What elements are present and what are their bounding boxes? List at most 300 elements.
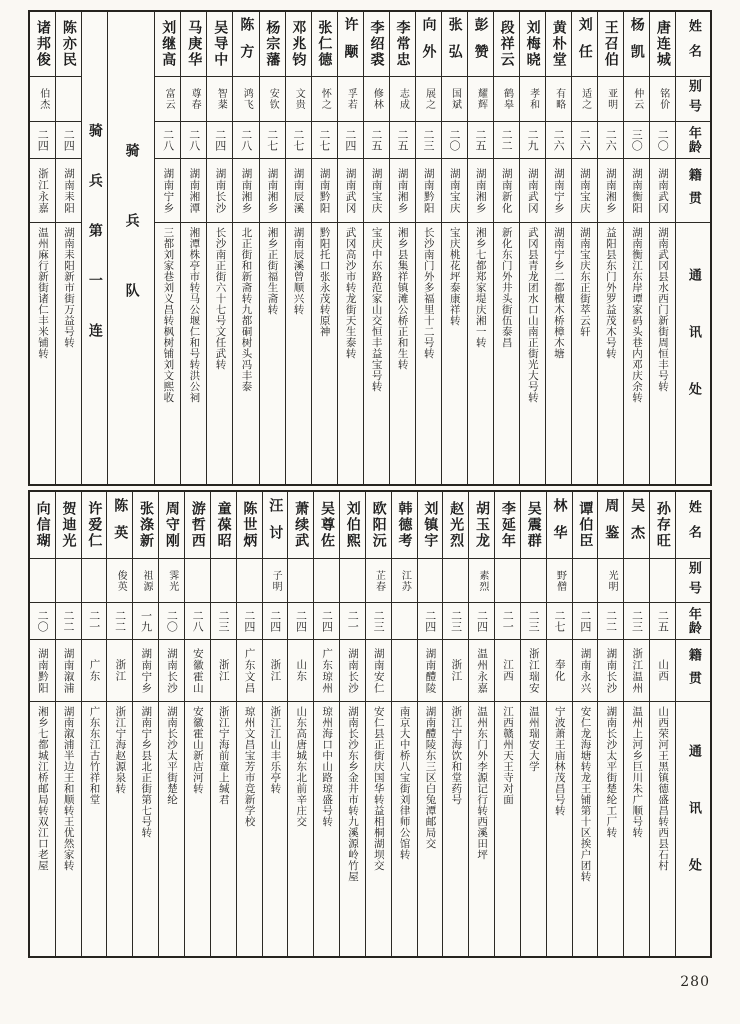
person-alias-text: 素烈 (476, 569, 488, 592)
person-age (521, 602, 546, 639)
person-address (443, 701, 468, 956)
person-column (546, 492, 572, 956)
person-column (417, 492, 443, 956)
person-address-text: 湖南长沙东乡金井市转九溪源岭竹屋 (346, 706, 359, 882)
person-address (107, 701, 132, 956)
person-age-text: 二四 (343, 129, 357, 151)
person-age-text: 三〇 (630, 129, 644, 151)
person-column (597, 12, 623, 484)
person-age-text: 二四 (62, 129, 76, 151)
person-column (389, 12, 415, 484)
person-alias (364, 76, 389, 121)
person-address (312, 222, 337, 484)
person-name (340, 492, 365, 558)
unit-section-cell (108, 12, 154, 484)
person-name (263, 492, 288, 558)
person-name (469, 492, 494, 558)
person-native-text: 浙江永嘉 (36, 167, 49, 214)
person-native-text: 奉化 (553, 659, 566, 682)
person-column (391, 492, 417, 956)
person-native (288, 639, 313, 701)
person-native (314, 639, 339, 701)
person-native-text: 湖南湘乡 (240, 167, 253, 214)
person-address-text: 湖南耒阳新市街万益号转 (63, 227, 76, 348)
person-age (286, 121, 311, 158)
person-alias (211, 558, 236, 602)
person-age-text: 二三 (449, 610, 463, 632)
person-column (365, 492, 391, 956)
person-address (573, 701, 598, 956)
person-column (468, 492, 494, 956)
person-native (263, 639, 288, 701)
person-native (624, 639, 649, 701)
person-address (520, 222, 545, 484)
person-address-text: 安仁县正街庆国华转益相桐湖坝交 (372, 706, 385, 871)
person-address (30, 701, 55, 956)
person-address (598, 701, 623, 956)
person-name (392, 492, 417, 558)
person-age-text: 二二 (113, 610, 127, 632)
person-age (469, 602, 494, 639)
person-alias (546, 76, 571, 121)
person-column (232, 12, 258, 484)
person-native-text: 湖南湘乡 (396, 167, 409, 214)
person-native (494, 158, 519, 222)
person-alias (133, 558, 158, 602)
person-name-text: 刘继高 (160, 20, 177, 68)
person-alias (624, 76, 649, 121)
person-column (154, 12, 180, 484)
person-native-text: 江西 (502, 659, 515, 682)
person-age-text: 二七 (552, 610, 566, 632)
person-native-text: 广东 (88, 659, 101, 682)
person-age (314, 602, 339, 639)
person-age-text: 二〇 (36, 610, 50, 632)
person-address-text: 北正街和新斋转九都硐树头冯丰泰 (240, 227, 253, 392)
person-name-text: 陈英 (112, 498, 129, 552)
row-header-address-label: 通讯处 (685, 743, 701, 915)
person-native-text: 浙江 (217, 659, 230, 682)
person-column (623, 12, 649, 484)
person-column (311, 12, 337, 484)
person-name-text: 周鉴 (603, 498, 620, 552)
unit-section-label: 骑兵队 (123, 143, 140, 353)
unit-section-column (107, 12, 154, 484)
person-column (571, 12, 597, 484)
person-address-text: 湘潭株亭市转马公堰仁和号转洪公祠 (188, 227, 201, 403)
person-native (573, 639, 598, 701)
person-native-text: 湖南武冈 (526, 167, 539, 214)
person-age-text: 二三 (372, 610, 386, 632)
person-alias-text: 鸿飞 (241, 88, 253, 110)
person-age-text: 二四 (578, 610, 592, 632)
person-name-text: 萧续武 (293, 501, 310, 549)
person-alias (314, 558, 339, 602)
person-address (159, 701, 184, 956)
person-age (650, 602, 675, 639)
person-address (469, 701, 494, 956)
person-age-text: 二五 (369, 129, 383, 151)
person-age (155, 121, 180, 158)
person-address-text: 山东高唐城东北前辛庄交 (295, 706, 308, 827)
person-name (233, 12, 258, 76)
person-age-text: 二四 (242, 610, 256, 632)
person-alias (392, 558, 417, 602)
person-address (263, 701, 288, 956)
person-name-text: 陈方 (238, 17, 255, 71)
person-name (260, 12, 285, 76)
person-native-text: 湖南武冈 (656, 167, 669, 214)
row-header-address-label: 通讯处 (685, 268, 701, 439)
person-native-text: 湖南黔阳 (318, 167, 331, 214)
person-name-text: 杨宗藩 (264, 20, 281, 68)
person-native-text: 湖南黔阳 (36, 647, 49, 694)
person-name-text: 孙存旺 (654, 501, 671, 549)
person-native-text: 湖南湘潭 (188, 167, 201, 214)
person-name (468, 12, 493, 76)
person-column (106, 492, 132, 956)
person-column (519, 12, 545, 484)
person-name-text: 欧阳沅 (370, 501, 387, 549)
page-number: 280 (680, 974, 710, 990)
person-alias-text: 富云 (163, 88, 175, 110)
person-alias-text: 仲云 (631, 88, 643, 110)
person-alias (650, 558, 675, 602)
person-alias (181, 76, 206, 121)
person-name (30, 12, 55, 76)
person-alias-text: 耀辉 (475, 88, 487, 110)
row-header-column (675, 492, 710, 956)
person-native-text: 湖南新化 (500, 167, 513, 214)
person-age (520, 121, 545, 158)
person-native-text: 湖南黔阳 (422, 167, 435, 214)
person-age-text: 二五 (474, 129, 488, 151)
person-native-text: 浙江 (114, 659, 127, 682)
person-alias (107, 558, 132, 602)
person-age (288, 602, 313, 639)
person-alias-text: 智棻 (215, 88, 227, 110)
person-address-text: 浙江宁海前童上缄君 (217, 706, 230, 805)
person-age (573, 602, 598, 639)
person-name (650, 492, 675, 558)
person-name (573, 492, 598, 558)
person-name (286, 12, 311, 76)
person-column (55, 492, 81, 956)
person-address-text: 长沙南门外多福里十二号转 (422, 227, 435, 359)
person-age (624, 121, 649, 158)
person-native-text: 湖南长沙 (346, 647, 359, 694)
person-address (133, 701, 158, 956)
unit-section-cell (82, 12, 107, 484)
person-native-text: 湖南宁乡 (552, 167, 565, 214)
person-age-text: 二六 (578, 129, 592, 151)
person-native (468, 158, 493, 222)
person-column (415, 12, 441, 484)
person-alias (30, 76, 55, 121)
person-age-text: 二一 (501, 610, 515, 632)
person-name (314, 492, 339, 558)
person-age-text: 二四 (36, 129, 50, 151)
person-age (364, 121, 389, 158)
person-age-text: 二二 (604, 610, 618, 632)
roster-table-bottom (28, 490, 712, 958)
person-column (262, 492, 288, 956)
person-native (155, 158, 180, 222)
person-address-text: 山西荣河王黑镇德盛昌转西县石村 (657, 706, 670, 871)
row-header-native (676, 639, 710, 701)
person-age-text: 二四 (213, 129, 227, 151)
person-native (338, 158, 363, 222)
person-alias-text: 文贵 (293, 88, 305, 110)
person-alias-text: 怀之 (319, 88, 331, 110)
row-header-alias (676, 558, 710, 602)
person-address-text: 安仁龙海塘转龙王铺第十区挨户团转 (579, 706, 592, 882)
person-address-text: 温州上河乡巨川朱广顺号转 (631, 706, 644, 838)
person-name (418, 492, 443, 558)
person-alias (237, 558, 262, 602)
person-address-text: 湘乡七都城江桥邮局转双江口老屋 (36, 706, 49, 871)
person-name-text: 李延年 (499, 501, 516, 549)
person-column (132, 492, 158, 956)
person-age-text: 二三 (217, 610, 230, 632)
person-address-text: 三都刘家巷刘义昌转枫树铺刘文熙收 (162, 227, 175, 403)
person-address (237, 701, 262, 956)
person-alias (288, 558, 313, 602)
person-name-text: 诸邦俊 (34, 20, 51, 68)
person-alias (185, 558, 210, 602)
person-address (598, 222, 623, 484)
person-address (56, 222, 81, 484)
person-alias-text: 伯杰 (37, 88, 49, 110)
person-column (441, 12, 467, 484)
person-name-text: 吴导中 (212, 20, 229, 68)
person-native (418, 639, 443, 701)
person-name (30, 492, 55, 558)
person-native-text: 湖南宝庆 (448, 167, 461, 214)
person-age (416, 121, 441, 158)
person-name (207, 12, 232, 76)
person-address-text: 湖南辰溪曾顺兴转 (292, 227, 305, 315)
person-address-text: 琼州文昌宝芳市竞新学校 (243, 706, 256, 827)
person-address-text: 长沙南正街六十七号文任武转 (214, 227, 227, 370)
person-name (495, 492, 520, 558)
person-native (624, 158, 649, 222)
person-name-text: 刘梅晓 (524, 20, 541, 68)
person-native-text: 湖南湘乡 (604, 167, 617, 214)
person-name-text: 杨凯 (628, 17, 645, 71)
unit-section-column (81, 12, 107, 484)
person-native-text: 湖南溆浦 (62, 647, 75, 694)
person-alias (442, 76, 467, 121)
person-native (286, 158, 311, 222)
row-header-name-label: 姓名 (685, 500, 701, 550)
person-native-text: 浙江瑞安 (527, 647, 540, 694)
person-alias (263, 558, 288, 602)
person-alias (547, 558, 572, 602)
person-age-text: 二八 (191, 610, 205, 632)
person-native-text: 湖南耒阳 (63, 167, 76, 214)
person-name (443, 492, 468, 558)
person-name-text: 唐连城 (654, 20, 671, 68)
person-column (520, 492, 546, 956)
person-alias-text: 安钦 (267, 88, 279, 110)
person-name-text: 谭伯臣 (577, 501, 594, 549)
person-alias (468, 76, 493, 121)
row-header-alias (676, 76, 710, 121)
person-alias (650, 76, 675, 121)
person-name-text: 吴震群 (525, 501, 542, 549)
person-age-text: 二二 (61, 610, 75, 632)
person-address (286, 222, 311, 484)
person-name (312, 12, 337, 76)
person-address (185, 701, 210, 956)
person-name-text: 张仁德 (316, 20, 333, 68)
person-native-text: 浙江温州 (631, 647, 644, 694)
person-address-text: 湖南长沙太平街楚纶 (166, 706, 179, 805)
person-native (181, 158, 206, 222)
person-age (494, 121, 519, 158)
person-address (207, 222, 232, 484)
person-alias-text: 适之 (579, 88, 591, 110)
person-native (443, 639, 468, 701)
person-name-text: 段祥云 (498, 20, 515, 68)
person-native (312, 158, 337, 222)
person-age (82, 602, 107, 639)
person-age-text: 二七 (265, 129, 279, 151)
person-age-text: 二五 (395, 129, 409, 151)
person-name-text: 彭赞 (472, 17, 489, 71)
person-address-text: 湖南衡江东岸谭家码头巷内邓庆余转 (630, 227, 643, 403)
person-address (260, 222, 285, 484)
person-name (546, 12, 571, 76)
person-age-text: 二四 (423, 610, 437, 632)
person-age-text: 二二 (500, 129, 514, 151)
person-alias (155, 76, 180, 121)
person-column (55, 12, 81, 484)
person-alias (260, 76, 285, 121)
person-column (285, 12, 311, 484)
person-native (107, 639, 132, 701)
person-address (181, 222, 206, 484)
person-native (30, 158, 55, 222)
person-age (390, 121, 415, 158)
person-name (107, 492, 132, 558)
person-name-text: 汪讨 (267, 498, 284, 552)
person-name-text: 许颙 (342, 17, 359, 71)
row-header-address (676, 701, 710, 956)
person-column (572, 492, 598, 956)
person-address-text: 温州瑞安大学 (527, 706, 540, 772)
person-alias-text: 芷春 (373, 569, 385, 592)
person-alias (366, 558, 391, 602)
person-address (547, 701, 572, 956)
person-native (82, 639, 107, 701)
person-name (547, 492, 572, 558)
person-alias (572, 76, 597, 121)
person-name-text: 邓兆钧 (290, 20, 307, 68)
person-native-text: 山东 (295, 659, 308, 682)
person-native-text: 湖南湘乡 (474, 167, 487, 214)
person-native-text: 湖南安仁 (372, 647, 385, 694)
person-age-text: 二八 (187, 129, 201, 151)
person-name (624, 492, 649, 558)
person-column (236, 492, 262, 956)
row-header-native (676, 158, 710, 222)
person-alias-text: 孚若 (345, 88, 357, 110)
person-alias-text: 子明 (270, 569, 282, 592)
person-native (521, 639, 546, 701)
person-column (597, 492, 623, 956)
person-address (624, 701, 649, 956)
person-address-text: 宝庆桃花坪泰康祥转 (448, 227, 461, 326)
person-name-text: 许爱仁 (86, 501, 103, 549)
person-name (572, 12, 597, 76)
person-column (259, 12, 285, 484)
person-address (82, 701, 107, 956)
person-column (30, 492, 55, 956)
person-address-text: 湖南溆浦半边王和顺转王优然家转 (62, 706, 75, 871)
row-header-age-label: 年龄 (685, 126, 701, 154)
person-alias-text: 有略 (553, 88, 565, 110)
person-native-text: 湖南衡阳 (630, 167, 643, 214)
person-address-text: 新化东门外井头街伍泰昌 (500, 227, 513, 348)
person-age (207, 121, 232, 158)
person-alias-text: 尊春 (189, 88, 201, 110)
person-name (185, 492, 210, 558)
person-age-text: 二〇 (448, 129, 461, 151)
person-name (133, 492, 158, 558)
person-native-text: 湖南宁乡 (140, 647, 153, 694)
person-name (520, 12, 545, 76)
person-address (494, 222, 519, 484)
person-age (30, 602, 55, 639)
person-address-text: 浙江宁海饮和堂药号 (450, 706, 463, 805)
person-column (649, 12, 675, 484)
person-column (206, 12, 232, 484)
row-header-age (676, 121, 710, 158)
person-column (494, 492, 520, 956)
person-age (211, 602, 236, 639)
person-native (598, 639, 623, 701)
person-age (572, 121, 597, 158)
person-address (338, 222, 363, 484)
person-native (207, 158, 232, 222)
person-name (598, 492, 623, 558)
person-name-text: 游哲西 (189, 501, 206, 549)
person-alias (418, 558, 443, 602)
person-age (624, 602, 649, 639)
person-age (185, 602, 210, 639)
person-age-text: 二六 (552, 129, 566, 151)
person-native (56, 639, 81, 701)
person-age (181, 121, 206, 158)
person-age-text: 二〇 (656, 129, 670, 151)
person-alias-text: 国斌 (449, 88, 461, 110)
person-name (82, 492, 107, 558)
person-native-text: 湖南长沙 (166, 647, 179, 694)
person-name (650, 12, 675, 76)
person-address (56, 701, 81, 956)
person-alias (598, 558, 623, 602)
person-name-text: 陈亦民 (60, 20, 77, 68)
person-native-text: 湖南武冈 (344, 167, 357, 214)
person-address-text: 黔阳托口张永茂转原神 (318, 227, 331, 337)
person-native (237, 639, 262, 701)
person-alias-text: 光明 (606, 569, 618, 592)
person-age-text: 二七 (291, 129, 305, 151)
person-age (159, 602, 184, 639)
person-age (260, 121, 285, 158)
